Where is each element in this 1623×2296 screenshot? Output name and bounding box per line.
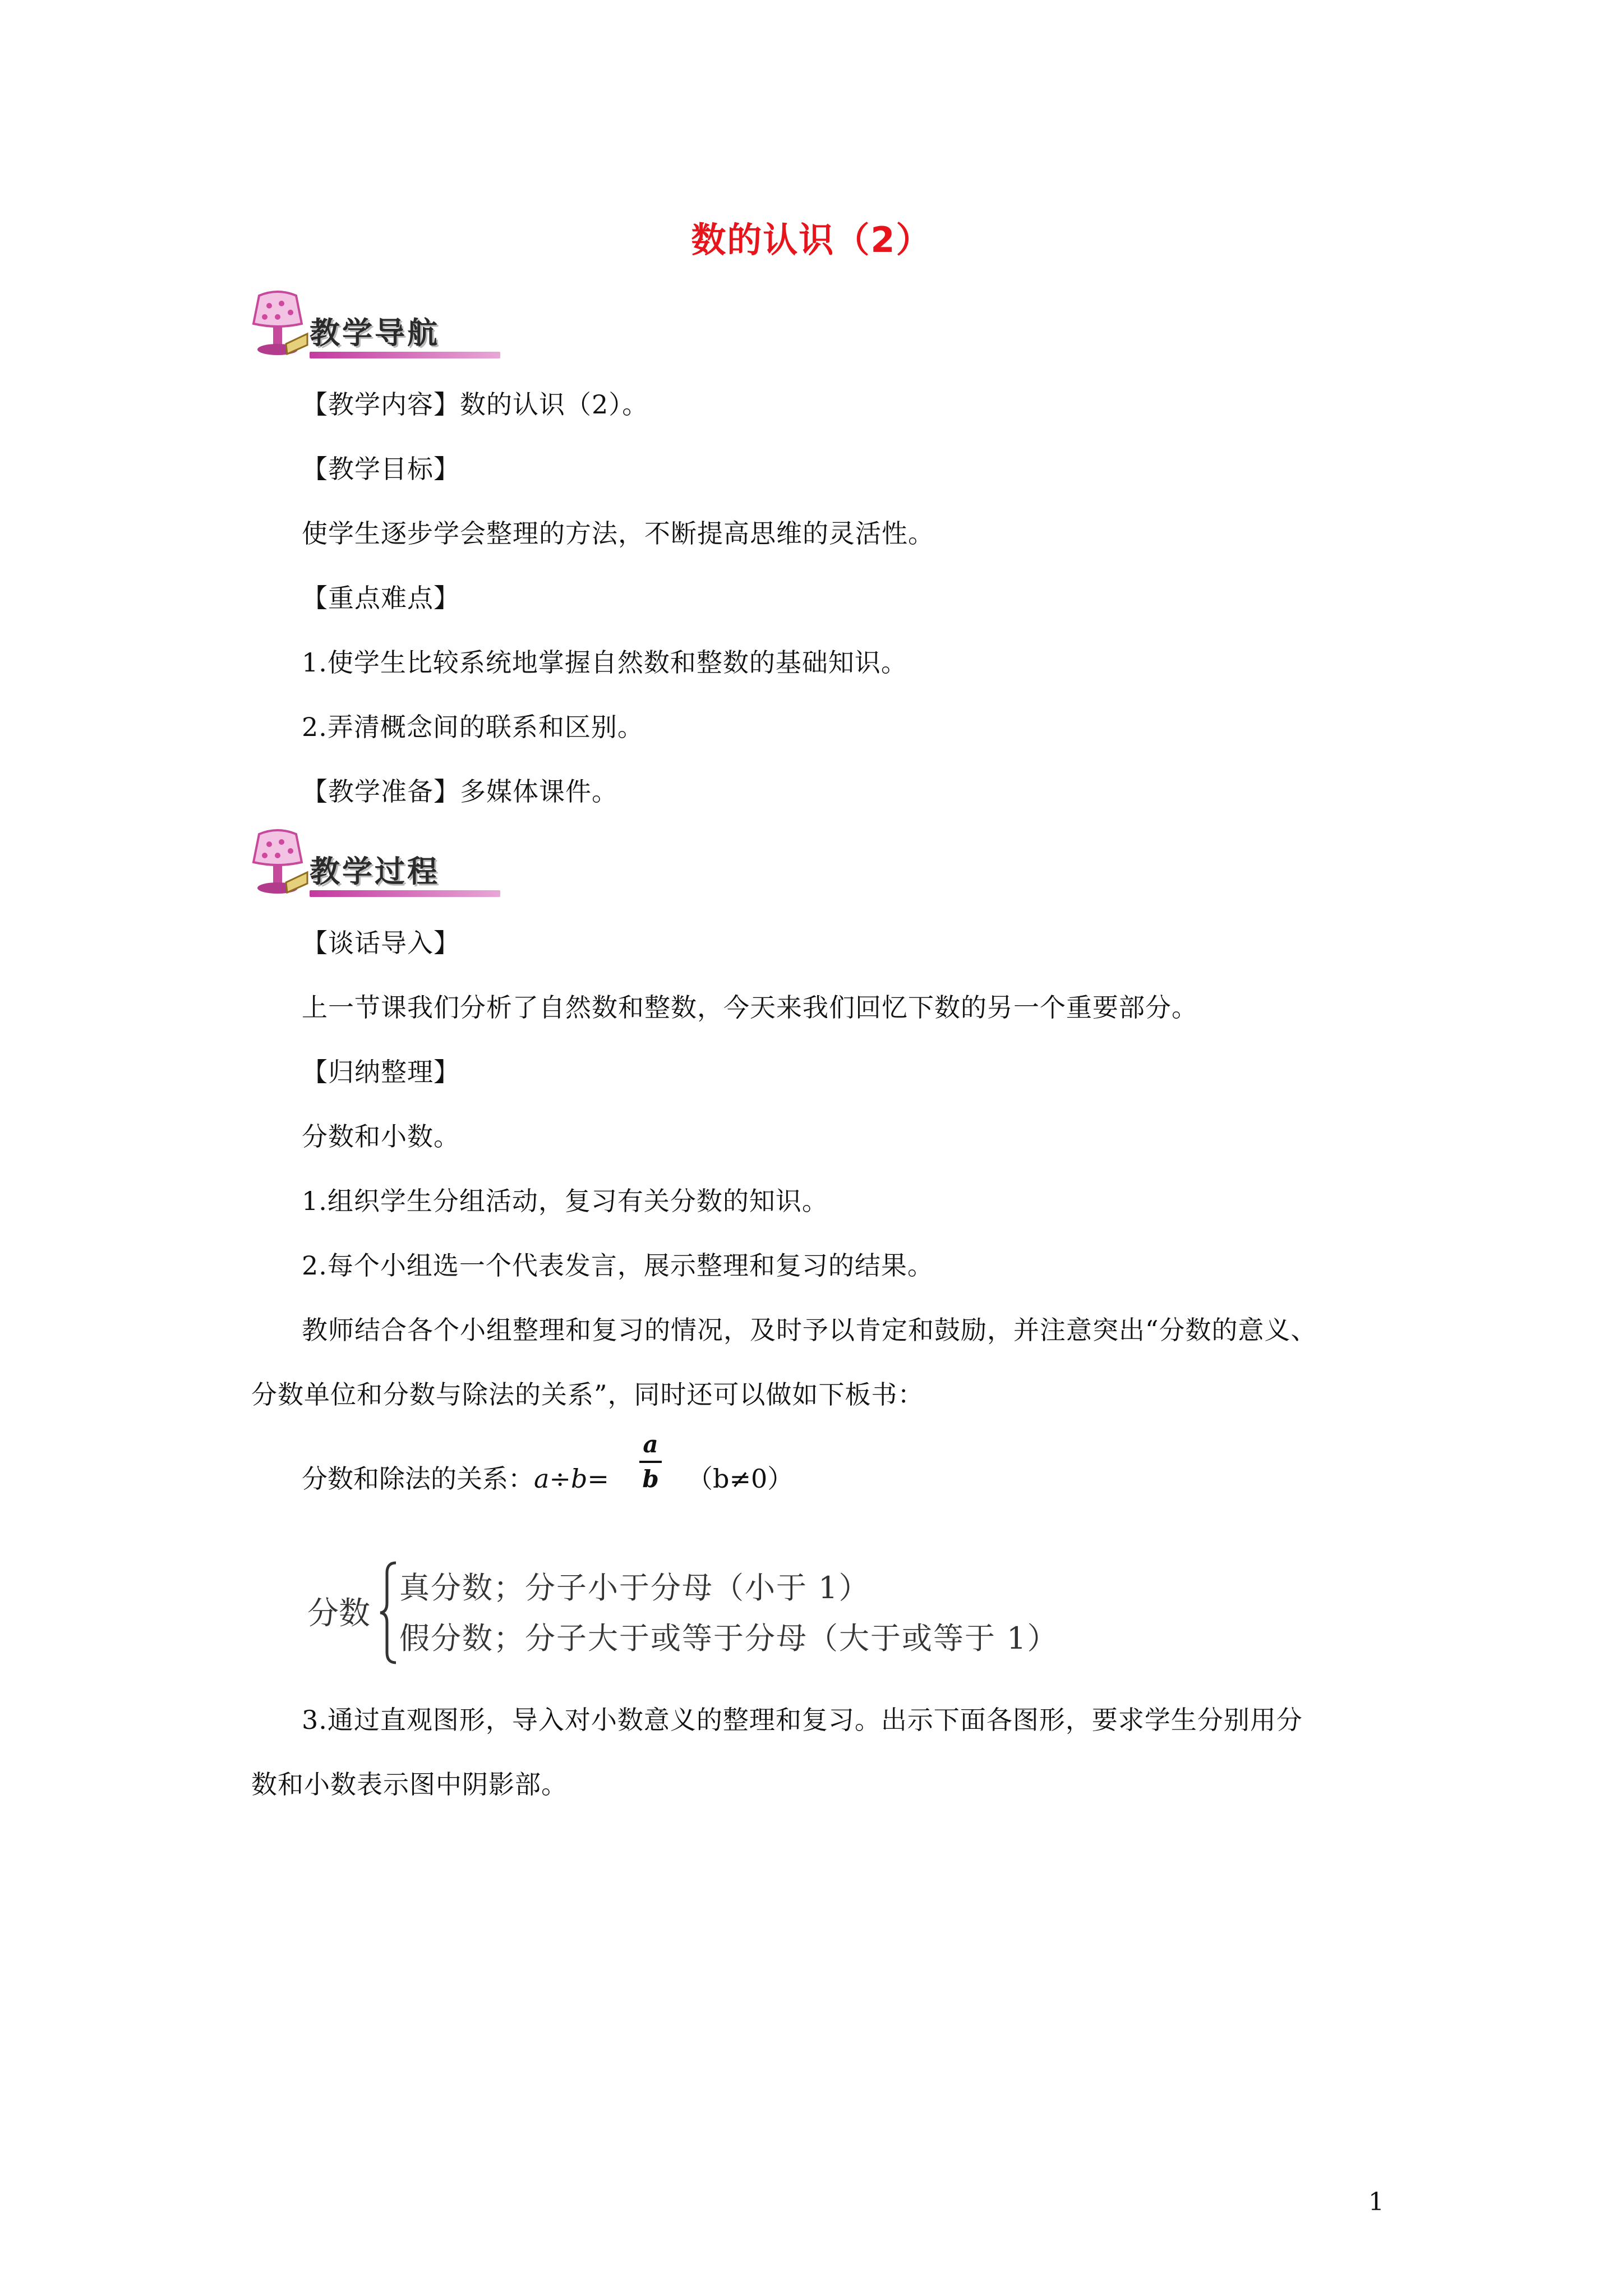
line-content: 【教学内容】数的认识（2）。 (302, 389, 649, 420)
line-step1: 1.组织学生分组活动，复习有关分数的知识。 (302, 1186, 828, 1216)
line-key2: 2.弄清概念间的联系和区别。 (302, 712, 644, 742)
formula-line (302, 1458, 609, 1496)
fraction-bar (639, 1461, 662, 1463)
page-title: 数的认识（2） (691, 219, 932, 260)
page-number: 1 (1368, 2188, 1384, 2216)
proper-fraction-line: 真分数；分子小于分母（小于 1） (399, 1570, 870, 1605)
lamp-icon (247, 827, 308, 900)
lamp-icon (247, 289, 308, 362)
line-step2: 2.每个小组选一个代表发言，展示整理和复习的结果。 (302, 1250, 934, 1281)
fraction-numerator: a (643, 1430, 658, 1458)
section-label-process: 教学过程 (310, 854, 440, 889)
fraction-denominator: b (642, 1465, 659, 1493)
line-sum: 分数和小数。 (302, 1121, 460, 1152)
improper-fraction-line: 假分数；分子大于或等于分母（大于或等于 1） (399, 1621, 1059, 1656)
line-step3a: 3.通过直观图形，导入对小数意义的整理和复习。出示下面各图形，要求学生分别用分 (302, 1705, 1303, 1735)
section-banner-guide (247, 289, 505, 373)
section-underline (310, 352, 500, 358)
line-prep: 【教学准备】多媒体课件。 (302, 776, 618, 807)
formula-condition: （b≠0） (687, 1464, 794, 1494)
left-brace-icon (377, 1559, 399, 1666)
formula-expression: a÷b= (534, 1464, 609, 1494)
line-goal: 使学生逐步学会整理的方法，不断提高思维的灵活性。 (302, 518, 934, 549)
line-sum-head: 【归纳整理】 (302, 1057, 460, 1087)
line-step3b: 数和小数表示图中阴影部。 (251, 1769, 568, 1800)
classification-term: 分数 (307, 1595, 370, 1632)
line-teacher2: 分数单位和分数与除法的关系”，同时还可以做如下板书： (251, 1379, 924, 1410)
section-label-guide: 教学导航 (310, 315, 440, 351)
section-banner-process (247, 827, 505, 912)
section-underline (310, 890, 500, 897)
line-goal-head: 【教学目标】 (302, 454, 460, 484)
line-key-head: 【重点难点】 (302, 583, 460, 613)
line-intro-head: 【谈话导入】 (302, 928, 460, 958)
fraction-a-over-b (639, 1429, 662, 1494)
line-intro: 上一节课我们分析了自然数和整数，今天来我们回忆下数的另一个重要部分。 (302, 992, 1198, 1023)
line-teacher1: 教师结合各个小组整理和复习的情况，及时予以肯定和鼓励，并注意突出“分数的意义、 (302, 1315, 1317, 1345)
line-key1: 1.使学生比较系统地掌握自然数和整数的基础知识。 (302, 647, 907, 678)
formula-label: 分数和除法的关系： (302, 1464, 534, 1494)
